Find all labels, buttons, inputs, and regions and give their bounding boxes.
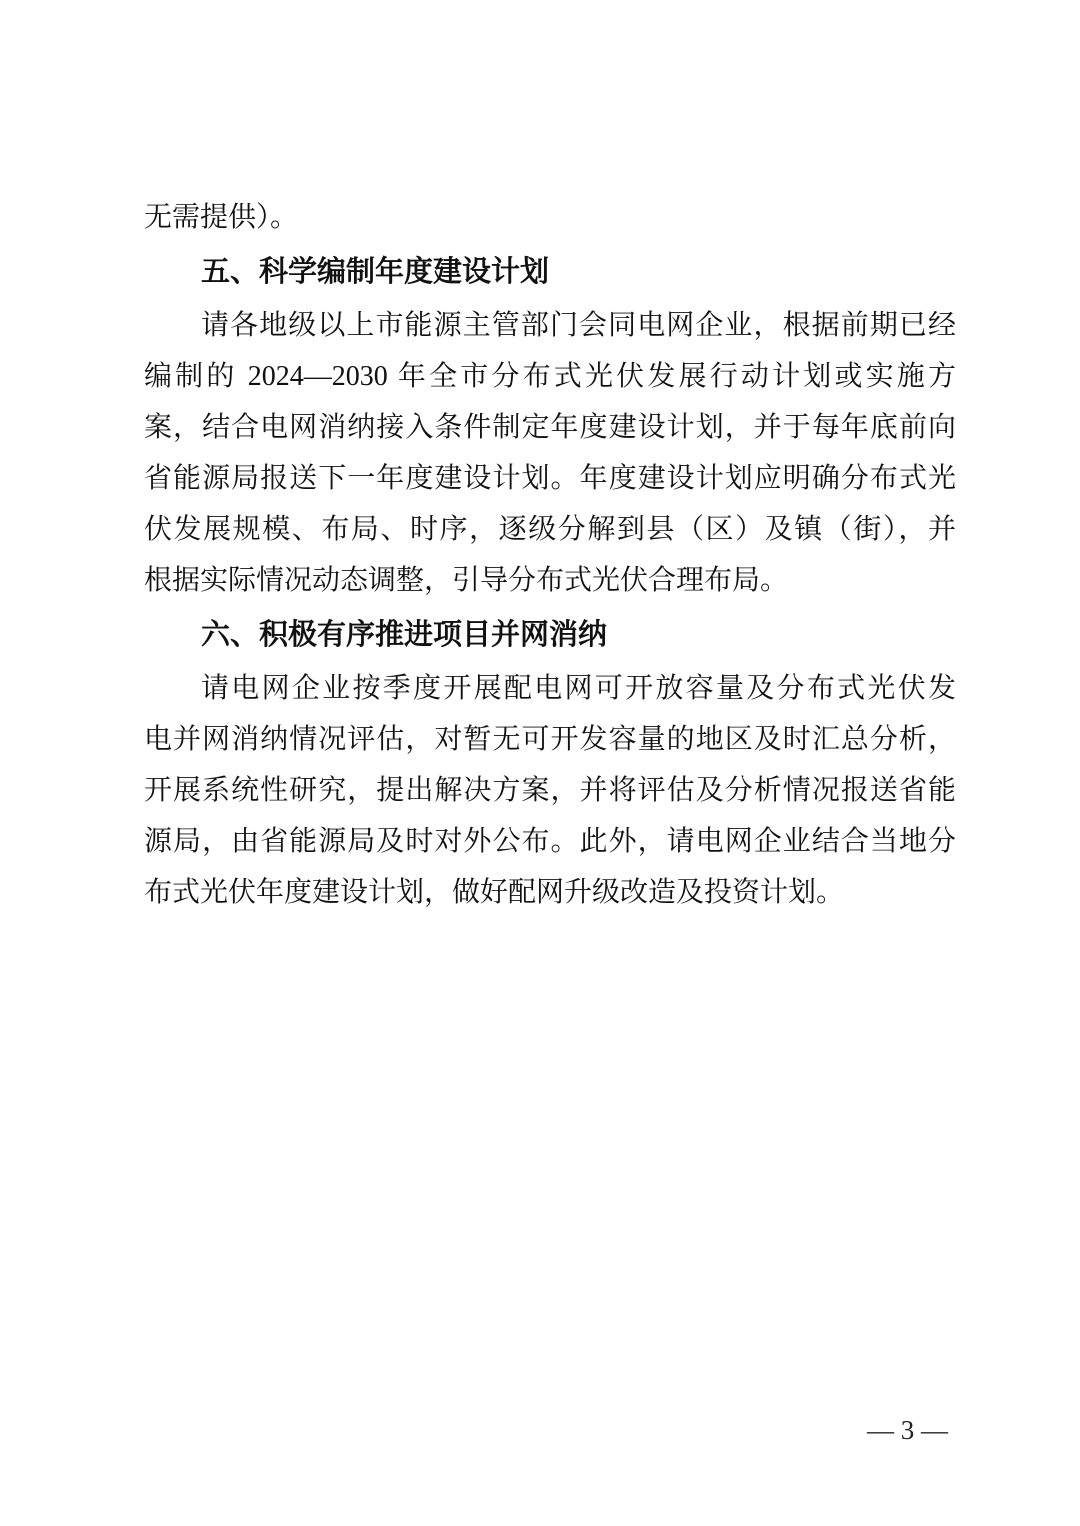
text-line: 请各地级以上市能源主管部门会同电网企业，根据前期已经 <box>201 310 956 341</box>
text-line: 布式光伏年度建设计划，做好配网升级改造及投资计划。 <box>144 877 845 908</box>
page-number: — 3 — <box>867 1415 948 1445</box>
text-line: 无需提供）。 <box>144 202 299 233</box>
text-line: 开展系统性研究，提出解决方案，并将评估及分析情况报送省能 <box>144 775 956 806</box>
text-line: 省能源局报送下一年度建设计划。年度建设计划应明确分布式光 <box>144 463 956 494</box>
text-line: 根据实际情况动态调整，引导分布式光伏合理布局。 <box>144 565 789 596</box>
text-line: 案，结合电网消纳接入条件制定年度建设计划，并于每年底前向 <box>144 412 956 443</box>
text-line: 伏发展规模、布局、时序，逐级分解到县（区）及镇（街），并 <box>144 514 956 545</box>
text-line: 编制的 2024—2030 年全市分布式光伏发展行动计划或实施方 <box>144 361 956 392</box>
section-heading: 六、积极有序推进项目并网消纳 <box>201 619 608 651</box>
text-line: 源局，由省能源局及时对外公布。此外，请电网企业结合当地分 <box>144 826 956 857</box>
text-line: 请电网企业按季度开展配电网可开放容量及分布式光伏发 <box>201 673 956 704</box>
document-body <box>144 192 956 918</box>
text-line: 电并网消纳情况评估，对暂无可开发容量的地区及时汇总分析， <box>144 724 956 755</box>
section-heading: 五、科学编制年度建设计划 <box>201 256 550 288</box>
